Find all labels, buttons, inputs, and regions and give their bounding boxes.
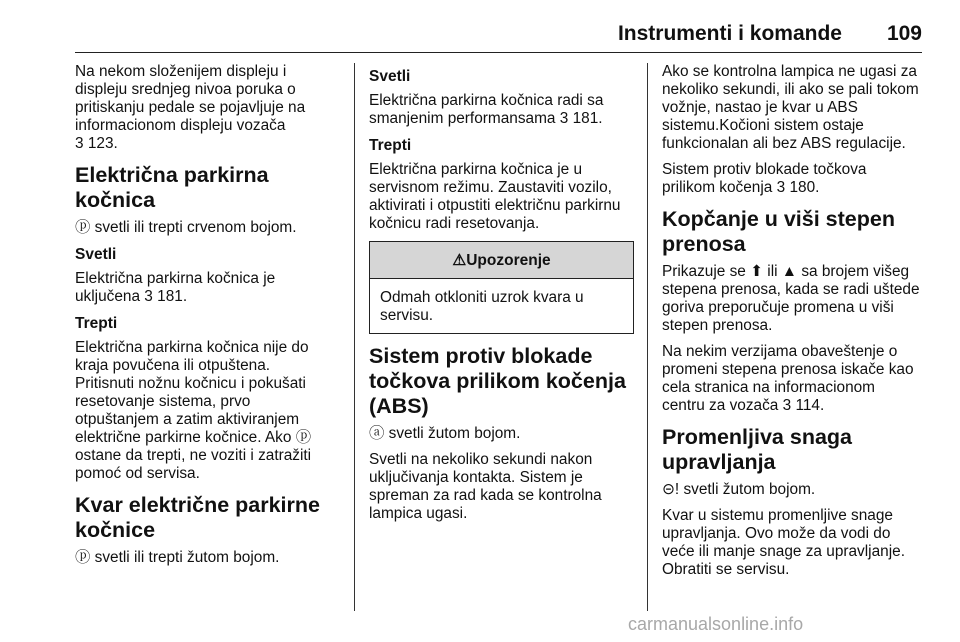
epb-indicator-line: ⓟ svetli ili trepti crvenom bojom.: [75, 219, 297, 236]
page-ref[interactable]: centru za vozača 3 114.: [662, 397, 825, 414]
page-ref[interactable]: 3 123.: [75, 135, 118, 152]
subheading-svetli: Svetli: [369, 68, 411, 85]
trepti-paragraph: Električna parkirna kočnica nije do kraja povučena ili otpuštena. Pritisnuti nožnu kočnicu i pokušati resetovanje sistema, prvo otpuštanjem a zatim aktiviranjem električne parkirne kočnice. Ako ⓟ ostane da trepti, ne voziti i zatražiti pomoć od servisa.: [75, 339, 312, 482]
column-divider: [647, 63, 648, 611]
abs-fault-paragraph: Ako se kontrolna lampica ne ugasi za nekoliko sekundi, ili ako se pali tokom vožnje, nastao je kvar u ABS sistemu.Kočioni sistem ostaje funkcionalan ali bez ABS regulacije.: [662, 63, 919, 152]
svetli-paragraph: Električna parkirna kočnica radi sa smanjenim performansama 3 181.: [369, 92, 604, 127]
intro-paragraph: Na nekom složenijem displeju i displeju srednjeg nivoa poruka o pritiskanju pedale se pojavljuje na informacionom displeju vozača 3 123.: [75, 63, 306, 152]
subheading-trepti: Trepti: [369, 137, 412, 154]
steering-paragraph: Kvar u sistemu promenljive snage upravljanja. Ovo može da vodi do veće ili manje snage za upravljanje. Obratiti se servisu.: [662, 507, 905, 578]
gear-paragraph-1: Prikazuje se ⬆ ili ▲ sa brojem višeg stepena prenosa, kada se radi uštede goriva preporučuje promena u viši stepen prenosa.: [662, 263, 920, 334]
subheading-trepti: Trepti: [75, 315, 118, 332]
column-1: [75, 63, 343, 612]
warning-title: ⚠Upozorenje: [370, 242, 633, 279]
heading-variable-steering: Promenljiva snaga upravljanja: [662, 425, 852, 474]
svetli-paragraph: Električna parkirna kočnica je uključena 3 181.: [75, 270, 276, 305]
page-ref[interactable]: uključena 3 181.: [75, 288, 188, 305]
page-ref[interactable]: smanjenim performansama 3 181.: [369, 110, 603, 127]
abs-indicator-line: ⓐ svetli žutom bojom.: [369, 425, 521, 442]
warning-box: [369, 241, 634, 334]
heading-electric-parking-brake: Električna parkirna kočnica: [75, 163, 269, 212]
heading-epb-fault: Kvar električne parkirne kočnice: [75, 493, 320, 542]
column-divider: [354, 63, 355, 611]
trepti-paragraph: Električna parkirna kočnica je u servisnom režimu. Zaustaviti vozilo, aktivirati i otpustiti električnu parkirnu kočnicu radi resetovanja.: [369, 161, 621, 232]
heading-gear-shift: Kopčanje u viši stepen prenosa: [662, 207, 895, 256]
abs-paragraph: Svetli na nekoliko sekundi nakon uključivanja kontakta. Sistem je spreman za rad kada se kontrolna lampica ugasi.: [369, 451, 602, 522]
page-number: 109: [886, 22, 922, 45]
column-3: [662, 63, 927, 612]
abs-ref-paragraph: Sistem protiv blokade točkova prilikom kočenja 3 180.: [662, 161, 867, 196]
steering-indicator-line: ⊝! svetli žutom bojom.: [662, 481, 816, 498]
section-title: Instrumenti i komande: [617, 22, 842, 45]
heading-abs: Sistem protiv blokade točkova prilikom kočenja (ABS): [369, 344, 626, 418]
epb-fault-indicator-line: ⓟ svetli ili trepti žutom bojom.: [75, 549, 280, 566]
watermark: carmanualsonline.info: [628, 614, 804, 634]
gear-paragraph-2: Na nekim verzijama obaveštenje o promeni stepena prenosa iskače kao cela stranica na informacionom centru za vozača 3 114.: [662, 343, 914, 414]
subheading-svetli: Svetli: [75, 246, 117, 263]
page-header: [75, 22, 922, 50]
page-ref[interactable]: prilikom kočenja 3 180.: [662, 179, 820, 196]
column-2: [369, 63, 634, 612]
warning-body: Odmah otkloniti uzrok kvara u servisu.: [380, 289, 584, 324]
header-rule: [75, 52, 922, 53]
